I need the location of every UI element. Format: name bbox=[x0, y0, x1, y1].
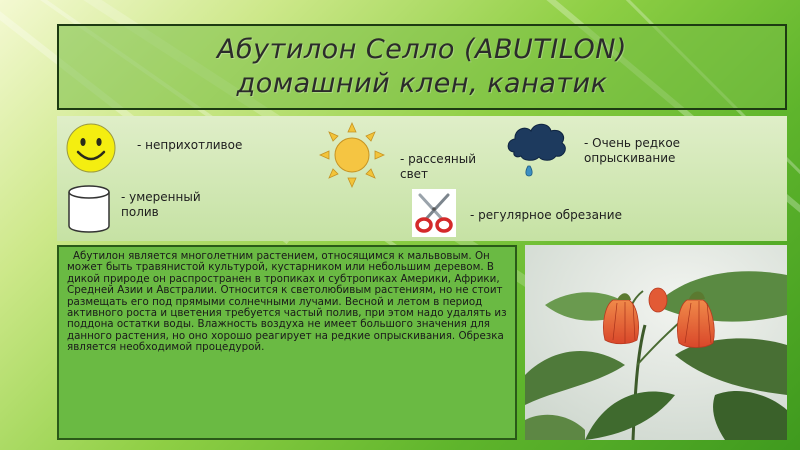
care-unpretentious: - неприхотливое bbox=[137, 138, 243, 152]
abutilon-flower-photo bbox=[525, 245, 787, 440]
page-subtitle: домашний клен, канатик bbox=[236, 68, 608, 99]
water-pot-icon bbox=[65, 184, 113, 236]
description-box bbox=[57, 245, 517, 440]
care-panel bbox=[57, 116, 787, 241]
care-spraying: - Очень редкое опрыскивание bbox=[584, 136, 681, 165]
page-title: Абутилон Селло (ABUTILON) bbox=[217, 34, 627, 65]
sun-icon bbox=[319, 122, 385, 188]
care-light: - рассеяный свет bbox=[400, 152, 477, 181]
smiley-icon bbox=[65, 122, 117, 174]
rain-cloud-icon bbox=[504, 118, 570, 180]
care-pruning: - регулярное обрезание bbox=[470, 208, 622, 222]
title-box bbox=[57, 24, 787, 110]
scissors-icon bbox=[412, 189, 456, 237]
description-text: Абутилон является многолетним растением, относящимся к мальвовым. Он может быть травянистой культурой, кустарником или небольшим деревом. В дикой природе он распространен в тропиках и субтропиках Америки, Африки, Средней Азии и Австралии. Относится к светолюбивым растениям, но не стоит размещать его под прямыми солнечными лучами. Весной и летом в период активного роста и цветения требуется частый полив, при этом надо удалять из поддона остатки воды. Влажность воздуха не имеет большого значения для данного растения, но оно хорошо реагирует на редкие опрыскивания. Обрезка является необходимой процедурой. bbox=[67, 250, 507, 354]
care-watering: - умеренный полив bbox=[121, 190, 201, 219]
